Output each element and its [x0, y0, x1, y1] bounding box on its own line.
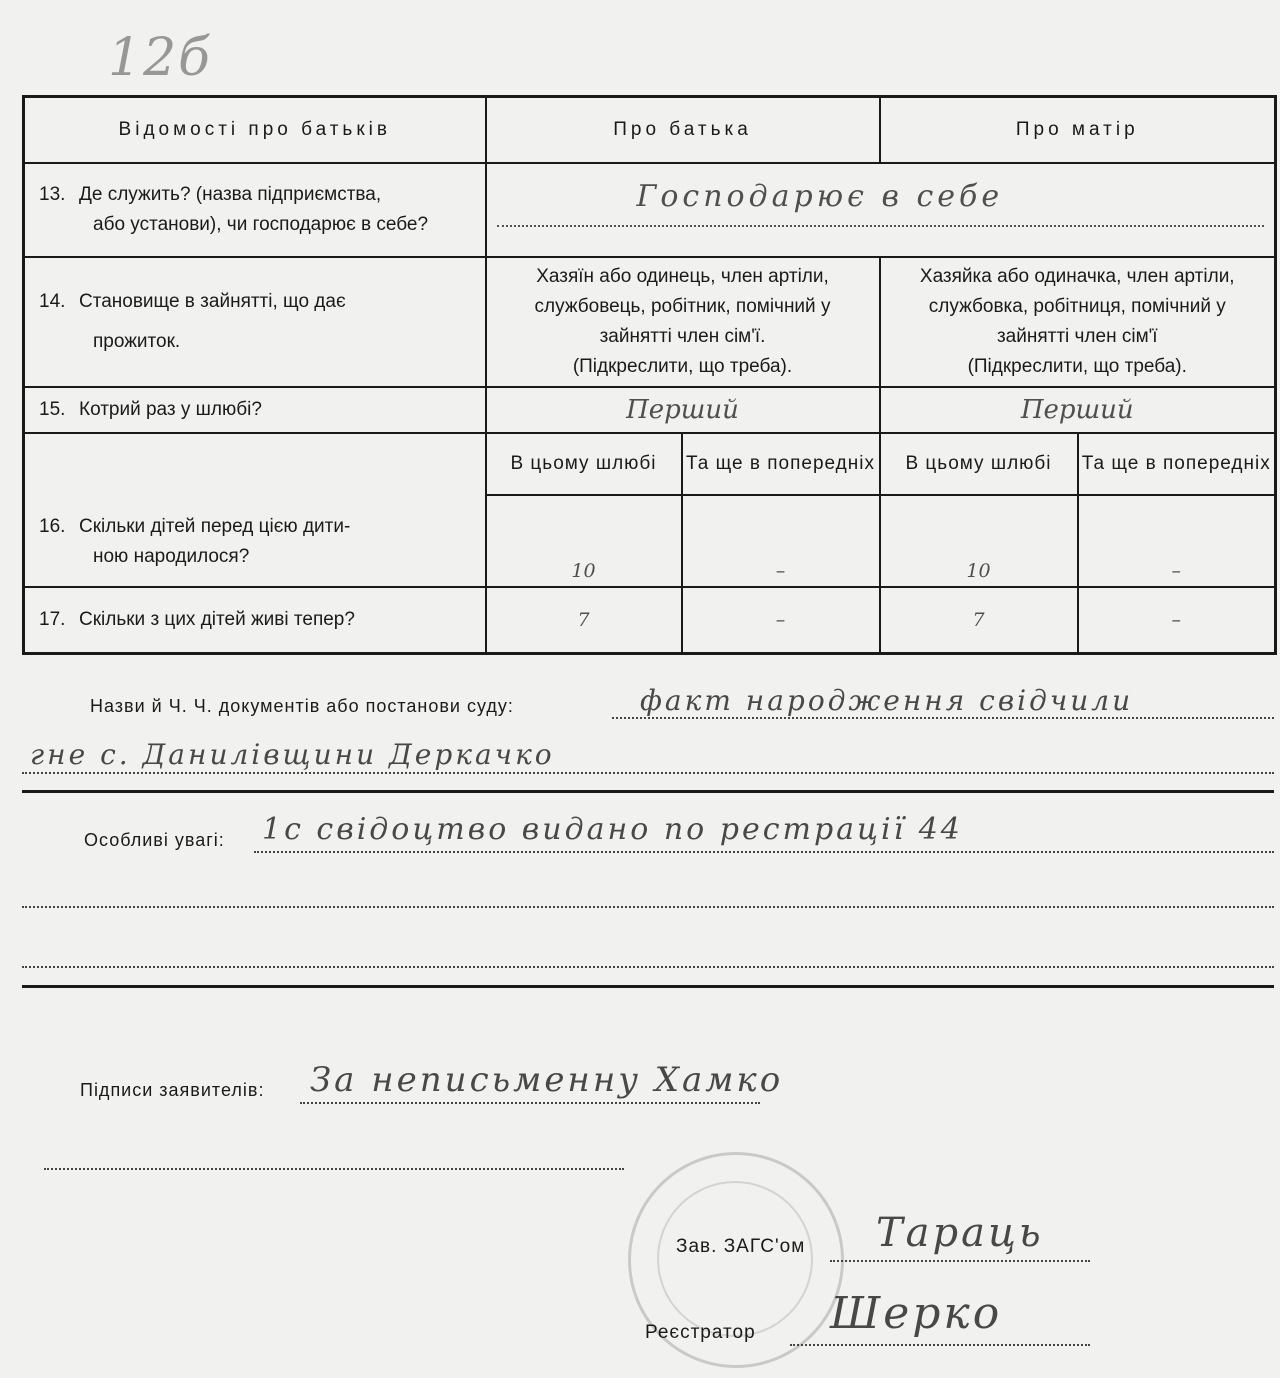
registrar-label: Реєстратор — [645, 1322, 756, 1343]
header-mother: Про матір — [880, 97, 1276, 163]
zags-head-label: Зав. ЗАГС'ом — [676, 1236, 806, 1257]
question-17-number: 17. — [39, 608, 66, 630]
parents-info-table — [22, 95, 1277, 655]
question-17-text: Скільки з цих дітей живі тепер? — [79, 608, 355, 630]
question-15-number: 15. — [39, 398, 66, 420]
table-header-row — [24, 97, 1276, 163]
header-parents-info: Відомості про батьків — [24, 97, 486, 163]
question-16-number: 16. — [39, 515, 66, 537]
question-17 — [24, 587, 486, 654]
mother-employment-options — [880, 257, 1276, 387]
question-16-line2: ною народилося? — [93, 545, 250, 567]
documents-label: Назви й Ч. Ч. документів або постанови суду: — [90, 696, 514, 716]
remarks-dotted-line-1 — [254, 851, 1274, 853]
applicants-dotted-line-1 — [300, 1102, 760, 1104]
subheader-mother-previous: Та ще в попередніх — [1078, 433, 1276, 495]
remarks-dotted-line-2 — [22, 906, 1274, 908]
question-14-line2: прожиток. — [93, 330, 181, 352]
answer-13 — [486, 163, 1276, 257]
q16-mother-previous: – — [1078, 495, 1276, 587]
row-subheaders — [24, 433, 1276, 495]
header-father: Про батька — [486, 97, 880, 163]
mother-marriage-count: Перший — [880, 387, 1276, 433]
q17-mother-previous: – — [1078, 587, 1276, 654]
mother-options-text: Хазяйка або одиначка, член артіли, службовка, робітниця, помічний у зайнятті член сім'ї — [919, 265, 1235, 347]
applicants-signature: За неписьменну Хамко — [310, 1060, 784, 1100]
applicants-label: Підписи заявителів: — [80, 1080, 265, 1100]
registrar-signature: Шерко — [830, 1288, 1003, 1339]
father-options-text: Хазяїн або одинець, член артіли, службовець, робітник, помічний у зайнятті член сім'ї. — [534, 265, 831, 347]
page-number: 12б — [108, 28, 212, 88]
question-13-number: 13. — [39, 183, 66, 205]
question-15-text: Котрий раз у шлюбі? — [79, 398, 262, 420]
q17-father-this: 7 — [486, 587, 682, 654]
remarks-handwriting: 1с свідоцтво видано по рестрації 44 — [262, 812, 963, 847]
subheader-father-previous: Та ще в попередніх — [682, 433, 880, 495]
q17-mother-this: 7 — [880, 587, 1078, 654]
q17-father-previous: – — [682, 587, 880, 654]
zags-head-signature: Тараць — [876, 1210, 1044, 1256]
zags-head-dotted-line — [830, 1260, 1090, 1262]
answer-13-dotted-line — [497, 224, 1265, 227]
question-16-line1: Скільки дітей перед цією дити- — [79, 515, 351, 537]
row-q14 — [24, 257, 1276, 387]
subheader-mother-this-marriage: В цьому шлюбі — [880, 433, 1078, 495]
documents-handwriting-1: факт народження свідчили — [640, 684, 1134, 717]
subheader-father-this-marriage: В цьому шлюбі — [486, 433, 682, 495]
q16-mother-this: 10 — [880, 495, 1078, 587]
documents-handwriting-2: гне с. Данилівщини Деркачко — [30, 738, 555, 771]
father-employment-options — [486, 257, 880, 387]
question-13 — [24, 163, 486, 257]
father-marriage-count: Перший — [486, 387, 880, 433]
question-13-line2: або установи), чи господарює в себе? — [93, 213, 429, 235]
documents-rule — [22, 790, 1274, 793]
q16-father-previous: – — [682, 495, 880, 587]
question-14-line1: Становище в зайнятті, що дає — [79, 290, 346, 312]
remarks-label: Особливі увагі: — [84, 830, 225, 850]
father-options-note: (Підкреслити, що треба). — [572, 355, 793, 377]
question-13-line1: Де служить? (назва підприємства, — [79, 183, 382, 205]
documents-dotted-line-1 — [612, 717, 1274, 719]
q16-father-this: 10 — [486, 495, 682, 587]
registrar-dotted-line — [790, 1344, 1090, 1346]
applicants-dotted-line-2 — [44, 1168, 624, 1170]
answer-13-handwriting: Господарює в себе — [636, 178, 1004, 214]
remarks-rule — [22, 985, 1274, 988]
question-15 — [24, 387, 486, 433]
documents-dotted-line-2 — [22, 772, 1274, 774]
question-14-number: 14. — [39, 290, 66, 312]
row-q17 — [24, 587, 1276, 654]
question-14 — [24, 257, 486, 387]
row-q13 — [24, 163, 1276, 257]
question-16 — [24, 433, 486, 587]
remarks-dotted-line-3 — [22, 966, 1274, 968]
row-q15 — [24, 387, 1276, 433]
mother-options-note: (Підкреслити, що треба). — [967, 355, 1187, 377]
